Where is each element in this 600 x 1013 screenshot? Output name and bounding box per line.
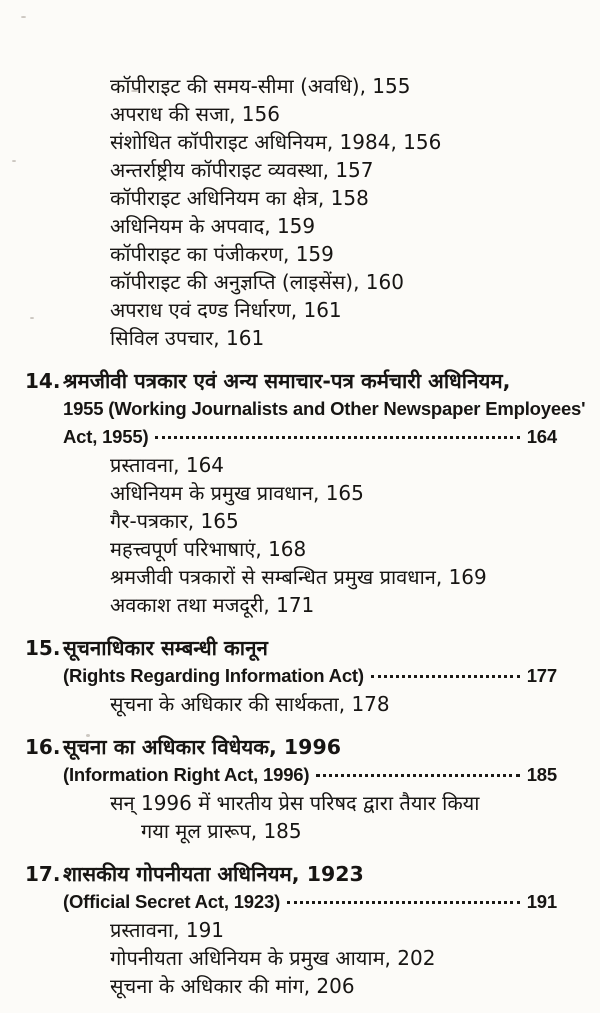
toc-section-title-english: 1955 (Working Journalists and Other Newspaper Employees' — [63, 398, 586, 419]
toc-section-title-hindi: सूचना का अधिकार विधेयक, 1996 — [63, 735, 341, 759]
toc-leader-label: Act, 1955) — [63, 426, 149, 447]
toc-entry: कॉपीराइट की समय-सीमा (अवधि), 155 — [110, 74, 411, 98]
toc-page-number: 191 — [526, 891, 557, 912]
toc-section — [0, 634, 600, 718]
toc-entry: सिविल उपचार, 161 — [110, 326, 265, 350]
toc-entry: गया मूल प्रारूप, 185 — [141, 819, 302, 843]
toc-section-heading — [25, 860, 600, 888]
toc-entry: अपराध की सजा, 156 — [110, 102, 280, 126]
toc-section — [0, 860, 600, 1000]
toc-leader-line — [63, 761, 557, 789]
toc-entry: गोपनीयता अधिनियम के प्रमुख आयाम, 202 — [110, 946, 436, 970]
toc-leader-line — [63, 423, 557, 451]
toc-section — [0, 733, 600, 845]
dotted-leader — [287, 901, 520, 904]
toc-entry: गैर-पत्रकार, 165 — [110, 509, 239, 533]
toc-entry: प्रस्तावना, 164 — [110, 453, 225, 477]
toc-section-number: 16. — [25, 735, 61, 759]
toc-entry: कॉपीराइट अधिनियम का क्षेत्र, 158 — [110, 186, 369, 210]
toc-section-title-hindi: सूचनाधिकार सम्बन्धी कानून — [63, 636, 268, 660]
toc-entry: अधिनियम के प्रमुख प्रावधान, 165 — [110, 481, 364, 505]
toc-leader-line — [63, 888, 557, 916]
toc-leader-label: (Official Secret Act, 1923) — [63, 891, 281, 912]
toc-leader-line — [63, 662, 557, 690]
toc-entry: सन् 1996 में भारतीय प्रेस परिषद द्वारा तैयार किया — [110, 791, 480, 815]
dotted-leader — [155, 436, 519, 439]
dotted-leader — [316, 774, 519, 777]
toc-entry: प्रस्तावना, 191 — [110, 918, 225, 942]
toc-entry: संशोधित कॉपीराइट अधिनियम, 1984, 156 — [110, 130, 442, 154]
toc-entry: महत्त्वपूर्ण परिभाषाएं, 168 — [110, 537, 307, 561]
table-of-contents — [0, 72, 600, 1000]
toc-section — [0, 367, 600, 619]
toc-entry: अधिनियम के अपवाद, 159 — [110, 214, 316, 238]
scan-speck — [21, 16, 26, 18]
toc-section-heading — [25, 634, 600, 662]
toc-leader-label: (Information Right Act, 1996) — [63, 764, 310, 785]
toc-page-number: 177 — [526, 665, 557, 686]
toc-section-number: 17. — [25, 862, 61, 886]
toc-section-heading — [25, 367, 600, 395]
dotted-leader — [371, 675, 520, 678]
toc-entry: सूचना के अधिकार की मांग, 206 — [110, 974, 355, 998]
toc-entry: अन्तर्राष्ट्रीय कॉपीराइट व्यवस्था, 157 — [110, 158, 374, 182]
toc-section-number: 14. — [25, 369, 61, 393]
toc-entry: अपराध एवं दण्ड निर्धारण, 161 — [110, 298, 342, 322]
toc-section-title-hindi: शासकीय गोपनीयता अधिनियम, 1923 — [63, 862, 364, 886]
toc-section-number: 15. — [25, 636, 61, 660]
toc-entry: श्रमजीवी पत्रकारों से सम्बन्धित प्रमुख प्रावधान, 169 — [110, 565, 487, 589]
toc-entry: कॉपीराइट की अनुज्ञप्ति (लाइसेंस), 160 — [110, 270, 404, 294]
toc-page-number: 164 — [526, 426, 557, 447]
toc-section-heading — [25, 733, 600, 761]
toc-leader-label: (Rights Regarding Information Act) — [63, 665, 364, 686]
toc-entry: कॉपीराइट का पंजीकरण, 159 — [110, 242, 334, 266]
toc-page-number: 185 — [526, 764, 557, 785]
toc-entry: सूचना के अधिकार की सार्थकता, 178 — [110, 692, 390, 716]
toc-section-title-hindi: श्रमजीवी पत्रकार एवं अन्य समाचार-पत्र कर्मचारी अधिनियम, — [63, 369, 511, 393]
toc-entry: अवकाश तथा मजदूरी, 171 — [110, 593, 315, 617]
